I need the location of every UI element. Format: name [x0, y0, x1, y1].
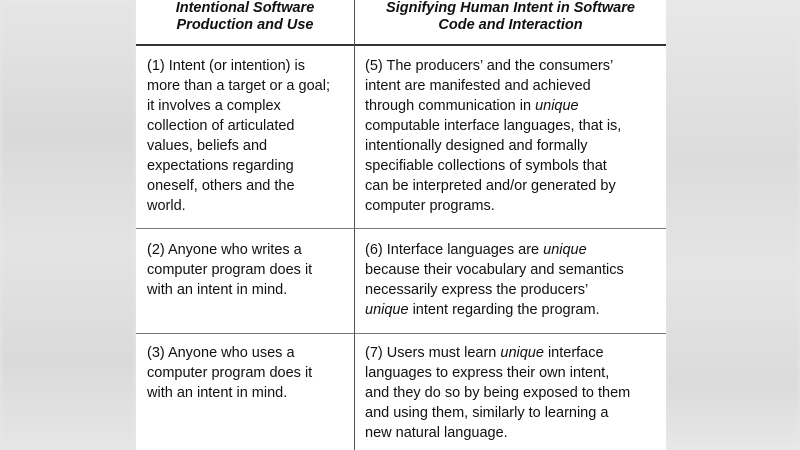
- cell-line: (1) Intent (or intention) is: [147, 58, 305, 74]
- cell-statement-6: [365, 240, 661, 320]
- cell-line: computable interface languages, that is,: [365, 118, 622, 134]
- cell-line: collection of articulated: [147, 118, 295, 134]
- cell-line: computer program does it: [147, 262, 313, 278]
- cell-line: because their vocabulary and semantics: [365, 262, 624, 278]
- cell-statement-2: [147, 240, 347, 300]
- column-header-line: Code and Interaction: [438, 17, 583, 33]
- cell-line: (3) Anyone who uses a: [147, 345, 295, 361]
- cell-line: more than a target or a goal;: [147, 78, 330, 94]
- cell-line: and they do so by being exposed to them: [365, 385, 631, 401]
- cell-statement-5: [365, 56, 661, 216]
- cell-line: and using them, similarly to learning a: [365, 405, 609, 421]
- cell-text: intent regarding the program.: [408, 302, 600, 318]
- cell-statement-1: [147, 56, 347, 216]
- cell-line: necessarily express the producers’: [365, 282, 589, 298]
- cell-line: expectations regarding: [147, 158, 294, 174]
- row-divider: [136, 228, 666, 229]
- cell-line: [365, 96, 661, 116]
- cell-line: intentionally designed and formally: [365, 138, 588, 154]
- cell-line: specifiable collections of symbols that: [365, 158, 607, 174]
- emphasis-text: unique: [365, 302, 409, 318]
- emphasis-text: unique: [500, 345, 544, 361]
- header-divider: [136, 44, 666, 46]
- cell-text: through communication in: [365, 98, 536, 114]
- document-table: [136, 0, 666, 450]
- cell-line: [365, 240, 661, 260]
- cell-line: intent are manifested and achieved: [365, 78, 591, 94]
- blurred-backdrop-left: [0, 0, 136, 450]
- emphasis-text: unique: [543, 242, 587, 258]
- cell-line: languages to express their own intent,: [365, 365, 610, 381]
- column-header-line: Intentional Software: [175, 0, 315, 16]
- column-divider: [354, 0, 355, 450]
- cell-text: (7) Users must learn: [365, 345, 501, 361]
- cell-line: (2) Anyone who writes a: [147, 242, 302, 258]
- cell-line: (5) The producers’ and the consumers’: [365, 58, 614, 74]
- cell-line: oneself, others and the: [147, 178, 295, 194]
- cell-line: values, beliefs and: [147, 138, 268, 154]
- cell-line: world.: [147, 198, 186, 214]
- column-header-line: Production and Use: [176, 17, 314, 33]
- cell-line: [365, 343, 661, 363]
- blurred-backdrop-right: [665, 0, 800, 450]
- cell-statement-7: [365, 343, 661, 443]
- column-header-signifying-human-intent: [355, 0, 666, 44]
- cell-text: (6) Interface languages are: [365, 242, 544, 258]
- emphasis-text: unique: [535, 98, 579, 114]
- cell-line: new natural language.: [365, 425, 508, 441]
- row-divider: [136, 333, 666, 334]
- cell-statement-3: [147, 343, 347, 403]
- cell-line: computer programs.: [365, 198, 495, 214]
- cell-line: with an intent in mind.: [147, 282, 288, 298]
- column-header-intentional-software: [136, 0, 354, 44]
- cell-line: it involves a complex: [147, 98, 281, 114]
- cell-line: [365, 300, 661, 320]
- cell-line: with an intent in mind.: [147, 385, 288, 401]
- column-header-line: Signifying Human Intent in Software: [386, 0, 635, 16]
- cell-text: interface: [543, 345, 604, 361]
- cell-line: computer program does it: [147, 365, 313, 381]
- cell-line: can be interpreted and/or generated by: [365, 178, 616, 194]
